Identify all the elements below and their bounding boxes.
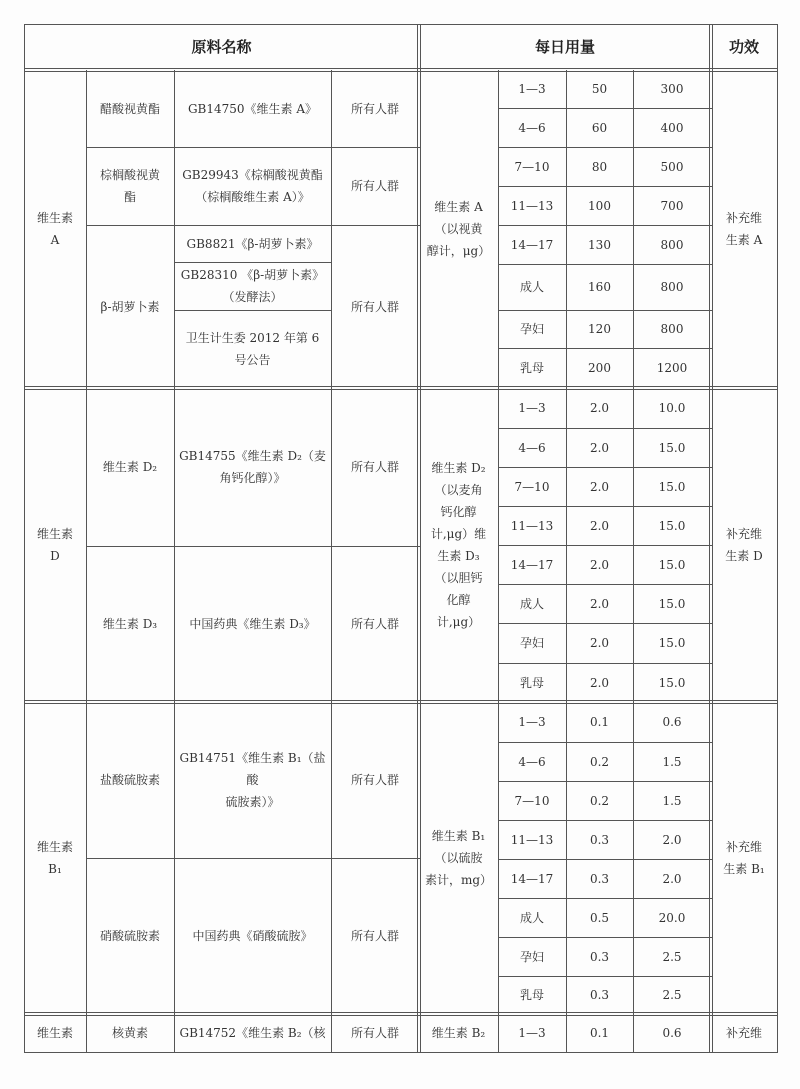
max-dose: 0.6 — [662, 715, 682, 729]
table-bottom-rule — [24, 1052, 778, 1053]
age-group: 乳母 — [519, 988, 544, 1002]
rule — [498, 70, 499, 1053]
rule — [633, 70, 634, 1053]
material-name: 硝酸硫胺素 — [99, 929, 160, 943]
population: 所有人群 — [350, 1026, 399, 1040]
dose-unit: 维生素 D₂ （以麦角 钙化醇 计,μg）维 生素 D₃ （以胆钙 化醇 计,μg） — [430, 461, 487, 629]
standard: 中国药典《维生素 D₃》 — [189, 617, 316, 631]
min-dose: 2.0 — [589, 479, 610, 494]
age-group: 14—17 — [510, 237, 554, 252]
age-group: 11—13 — [510, 198, 554, 213]
rule — [498, 467, 712, 468]
material-name: 核黄素 — [111, 1026, 148, 1040]
max-dose: 10.0 — [658, 401, 686, 415]
standard: GB14750《维生素 A》 — [187, 101, 318, 116]
population: 所有人群 — [350, 929, 399, 943]
max-dose: 15.0 — [658, 518, 686, 533]
max-dose: 400 — [660, 120, 684, 135]
min-dose: 160 — [588, 280, 611, 294]
age-group: 孕妇 — [519, 636, 544, 650]
min-dose: 0.3 — [589, 871, 610, 886]
rule — [498, 108, 712, 109]
rule — [174, 262, 332, 263]
rule — [498, 742, 712, 743]
max-dose: 20.0 — [658, 910, 686, 925]
rule — [498, 663, 712, 664]
min-dose: 120 — [588, 322, 611, 336]
age-group: 7—10 — [514, 479, 550, 494]
header-daily-dose: 每日用量 — [534, 38, 595, 56]
rule — [498, 310, 712, 311]
effect: 补充维 生素 A — [725, 211, 763, 247]
table-top-rule — [24, 24, 778, 25]
max-dose: 1.5 — [662, 793, 682, 808]
min-dose: 2.0 — [589, 440, 610, 455]
rule — [498, 147, 712, 148]
max-dose: 700 — [660, 198, 684, 213]
effect: 补充维 生素 B₁ — [723, 840, 765, 876]
max-dose: 15.0 — [658, 440, 686, 455]
double-rule — [417, 24, 421, 1053]
material-name: 维生素 D₃ — [102, 617, 158, 631]
max-dose: 15.0 — [658, 479, 686, 494]
rule — [86, 147, 420, 148]
age-group: 14—17 — [510, 871, 554, 886]
age-group: 1—3 — [518, 1026, 546, 1040]
rule — [498, 623, 712, 624]
rule — [86, 546, 420, 547]
max-dose: 15.0 — [658, 557, 686, 572]
max-dose: 500 — [660, 159, 684, 174]
rule — [498, 428, 712, 429]
double-rule — [24, 1012, 778, 1016]
min-dose: 2.0 — [589, 675, 610, 690]
standard: GB29943《棕榈酸视黄酯 （棕榈酸维生素 A）》 — [182, 168, 323, 204]
material-name: 维生素 D₂ — [102, 460, 158, 474]
max-dose: 2.0 — [662, 871, 682, 886]
age-group: 成人 — [519, 910, 544, 925]
min-dose: 0.2 — [589, 793, 610, 808]
double-rule — [24, 386, 778, 390]
age-group: 成人 — [519, 280, 544, 294]
max-dose: 15.0 — [658, 596, 686, 611]
max-dose: 800 — [660, 280, 684, 294]
nutrient-name: 维生素 A — [36, 211, 73, 247]
min-dose: 60 — [591, 120, 608, 135]
double-rule — [24, 700, 778, 704]
population: 所有人群 — [350, 617, 399, 631]
rule — [498, 186, 712, 187]
header-material: 原料名称 — [191, 38, 252, 56]
rule — [86, 858, 420, 859]
min-dose: 2.0 — [589, 636, 610, 650]
population: 所有人群 — [350, 101, 399, 116]
nutrient-name: 维生素 — [36, 1026, 73, 1040]
rule — [498, 859, 712, 860]
max-dose: 2.0 — [662, 832, 682, 847]
max-dose: 800 — [660, 237, 684, 252]
min-dose: 0.2 — [589, 754, 610, 769]
dose-unit: 维生素 B₁ （以硫胺 素计，mg） — [424, 829, 493, 887]
standard: GB14752《维生素 B₂（核 — [179, 1026, 326, 1040]
rule — [331, 70, 332, 1053]
max-dose: 0.6 — [662, 1026, 682, 1040]
rule — [498, 348, 712, 349]
effect: 补充维 — [725, 1026, 762, 1040]
nutrient-name: 维生素 D — [36, 527, 73, 563]
age-group: 1—3 — [518, 401, 546, 415]
age-group: 11—13 — [510, 518, 554, 533]
age-group: 7—10 — [514, 159, 550, 174]
age-group: 成人 — [519, 596, 544, 611]
material-name: 盐酸硫胺素 — [99, 773, 160, 787]
max-dose: 2.5 — [662, 949, 682, 964]
min-dose: 200 — [588, 361, 611, 375]
min-dose: 2.0 — [589, 596, 610, 611]
standard: 中国药典《硝酸硫胺》 — [192, 929, 313, 943]
min-dose: 80 — [591, 159, 608, 174]
age-group: 孕妇 — [519, 949, 544, 964]
min-dose: 100 — [588, 198, 611, 213]
standard: GB14751《维生素 B₁（盐酸 硫胺素）》 — [179, 751, 326, 809]
double-rule — [709, 24, 713, 1053]
dose-unit: 维生素 B₂ — [431, 1026, 486, 1040]
min-dose: 130 — [588, 237, 611, 252]
min-dose: 0.3 — [589, 949, 610, 964]
rule — [86, 70, 87, 1053]
min-dose: 50 — [591, 82, 608, 96]
rule — [498, 264, 712, 265]
min-dose: 2.0 — [589, 518, 610, 533]
rule — [566, 70, 567, 1053]
standard: 卫生计生委 2012 年第 6 号公告 — [185, 331, 320, 367]
double-rule — [24, 68, 778, 72]
rule — [498, 937, 712, 938]
max-dose: 300 — [660, 82, 684, 96]
rule — [498, 820, 712, 821]
min-dose: 0.1 — [589, 715, 610, 729]
rule — [498, 976, 712, 977]
standard: GB14755《维生素 D₂（麦 角钙化醇）》 — [179, 449, 326, 485]
rule — [498, 545, 712, 546]
age-group: 7—10 — [514, 793, 550, 808]
age-group: 孕妇 — [519, 322, 544, 336]
age-group: 1—3 — [518, 715, 546, 729]
max-dose: 1.5 — [662, 754, 682, 769]
min-dose: 0.1 — [589, 1026, 610, 1040]
rule — [498, 781, 712, 782]
min-dose: 0.3 — [589, 832, 610, 847]
age-group: 11—13 — [510, 832, 554, 847]
min-dose: 2.0 — [589, 557, 610, 572]
age-group: 乳母 — [519, 361, 544, 375]
max-dose: 15.0 — [658, 636, 686, 650]
rule — [498, 584, 712, 585]
rule — [498, 898, 712, 899]
age-group: 14—17 — [510, 557, 554, 572]
standard: GB28310 《β-胡萝卜素》 （发酵法） — [180, 268, 325, 304]
min-dose: 0.3 — [589, 988, 610, 1002]
population: 所有人群 — [350, 179, 399, 193]
material-name: 醋酸视黄酯 — [99, 101, 160, 116]
material-name: 棕榈酸视黄 酯 — [99, 168, 160, 204]
population: 所有人群 — [350, 460, 399, 474]
age-group: 4—6 — [518, 120, 546, 135]
rule — [498, 225, 712, 226]
material-name: β-胡萝卜素 — [100, 299, 160, 314]
population: 所有人群 — [350, 773, 399, 787]
nutrient-name: 维生素 B₁ — [36, 840, 73, 876]
age-group: 1—3 — [518, 82, 546, 96]
dose-unit: 维生素 A （以视黄 醇计，μg） — [426, 200, 491, 258]
max-dose: 1200 — [656, 361, 688, 375]
age-group: 4—6 — [518, 440, 546, 455]
rule — [498, 506, 712, 507]
population: 所有人群 — [350, 299, 399, 314]
standard: GB8821《β-胡萝卜素》 — [186, 236, 319, 251]
effect: 补充维 生素 D — [725, 527, 763, 563]
min-dose: 0.5 — [589, 910, 610, 925]
age-group: 乳母 — [519, 675, 544, 690]
min-dose: 2.0 — [589, 401, 610, 415]
max-dose: 2.5 — [662, 988, 682, 1002]
header-effect: 功效 — [728, 38, 759, 56]
rule — [777, 24, 778, 1053]
age-group: 4—6 — [518, 754, 546, 769]
max-dose: 800 — [660, 322, 684, 336]
rule — [86, 225, 420, 226]
max-dose: 15.0 — [658, 675, 686, 690]
rule — [174, 310, 332, 311]
rule — [24, 24, 25, 1053]
rule — [174, 70, 175, 1053]
